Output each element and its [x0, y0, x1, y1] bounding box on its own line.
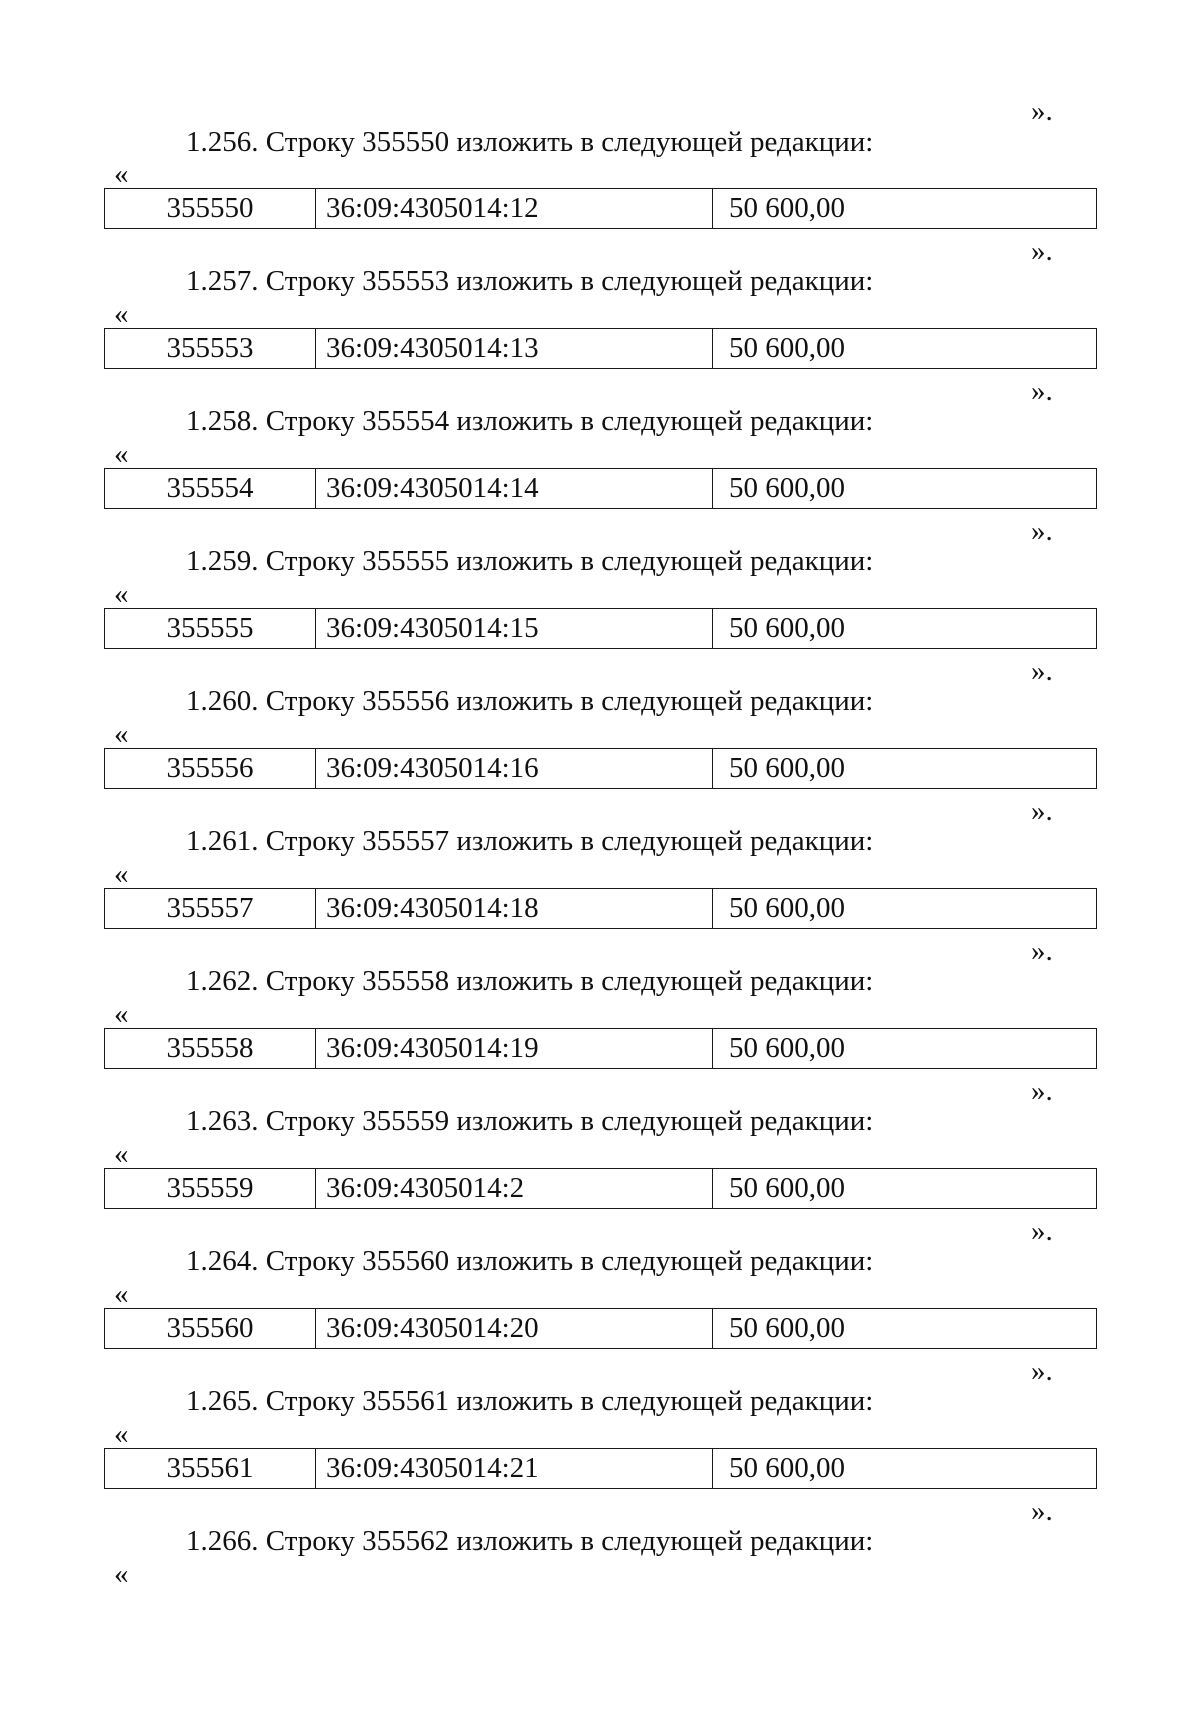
cadastral-number-cell: 36:09:4305014:19 — [316, 1029, 713, 1069]
row-number-cell: 355556 — [105, 749, 316, 789]
amendment-table — [104, 1168, 1097, 1209]
closing-quote: ». — [1031, 795, 1053, 827]
amendment-table — [104, 608, 1097, 649]
opening-quote: « — [114, 298, 129, 330]
opening-quote: « — [114, 718, 129, 750]
closing-quote: ». — [1031, 1355, 1053, 1387]
amendment-table — [104, 328, 1097, 369]
row-number-cell: 355561 — [105, 1449, 316, 1489]
amendment-heading: 1.262. Строку 355558 изложить в следующей редакции: — [186, 965, 874, 997]
sum-cell: 50 600,00 — [713, 749, 1097, 789]
table-row — [105, 1309, 1097, 1349]
table-row — [105, 469, 1097, 509]
amendment-table — [104, 748, 1097, 789]
closing-quote: ». — [1031, 655, 1053, 687]
closing-quote: ». — [1031, 1495, 1053, 1527]
closing-quote: ». — [1031, 1215, 1053, 1247]
table-row — [105, 889, 1097, 929]
opening-quote: « — [114, 1138, 129, 1170]
amendment-table — [104, 888, 1097, 929]
amendment-heading: 1.265. Строку 355561 изложить в следующей редакции: — [186, 1385, 874, 1417]
opening-quote: « — [114, 158, 129, 190]
row-number-cell: 355554 — [105, 469, 316, 509]
amendment-heading: 1.264. Строку 355560 изложить в следующей редакции: — [186, 1245, 874, 1277]
sum-cell: 50 600,00 — [713, 469, 1097, 509]
amendment-heading: 1.256. Строку 355550 изложить в следующей редакции: — [186, 126, 874, 158]
table-row — [105, 189, 1097, 229]
amendment-heading: 1.266. Строку 355562 изложить в следующей редакции: — [186, 1525, 874, 1557]
cadastral-number-cell: 36:09:4305014:16 — [316, 749, 713, 789]
cadastral-number-cell: 36:09:4305014:12 — [316, 189, 713, 229]
amendment-heading: 1.258. Строку 355554 изложить в следующей редакции: — [186, 405, 874, 437]
table-row — [105, 1029, 1097, 1069]
cadastral-number-cell: 36:09:4305014:20 — [316, 1309, 713, 1349]
opening-quote: « — [114, 1278, 129, 1310]
amendment-table — [104, 468, 1097, 509]
amendment-table — [104, 1448, 1097, 1489]
sum-cell: 50 600,00 — [713, 189, 1097, 229]
table-row — [105, 1449, 1097, 1489]
sum-cell: 50 600,00 — [713, 1309, 1097, 1349]
amendment-table — [104, 188, 1097, 229]
opening-quote: « — [114, 858, 129, 890]
sum-cell: 50 600,00 — [713, 1449, 1097, 1489]
amendment-heading: 1.261. Строку 355557 изложить в следующей редакции: — [186, 825, 874, 857]
table-row — [105, 329, 1097, 369]
row-number-cell: 355557 — [105, 889, 316, 929]
closing-quote: ». — [1031, 1075, 1053, 1107]
opening-quote: « — [114, 1558, 129, 1590]
opening-quote: « — [114, 578, 129, 610]
opening-quote: « — [114, 998, 129, 1030]
cadastral-number-cell: 36:09:4305014:18 — [316, 889, 713, 929]
closing-quote: ». — [1031, 935, 1053, 967]
cadastral-number-cell: 36:09:4305014:14 — [316, 469, 713, 509]
row-number-cell: 355555 — [105, 609, 316, 649]
row-number-cell: 355560 — [105, 1309, 316, 1349]
sum-cell: 50 600,00 — [713, 609, 1097, 649]
closing-quote: ». — [1031, 375, 1053, 407]
amendment-table — [104, 1028, 1097, 1069]
cadastral-number-cell: 36:09:4305014:2 — [316, 1169, 713, 1209]
closing-quote: ». — [1031, 515, 1053, 547]
row-number-cell: 355553 — [105, 329, 316, 369]
cadastral-number-cell: 36:09:4305014:15 — [316, 609, 713, 649]
amendment-heading: 1.263. Строку 355559 изложить в следующей редакции: — [186, 1105, 874, 1137]
table-row — [105, 1169, 1097, 1209]
opening-quote: « — [114, 1418, 129, 1450]
cadastral-number-cell: 36:09:4305014:21 — [316, 1449, 713, 1489]
amendment-heading: 1.259. Строку 355555 изложить в следующей редакции: — [186, 545, 874, 577]
opening-quote: « — [114, 438, 129, 470]
cadastral-number-cell: 36:09:4305014:13 — [316, 329, 713, 369]
table-row — [105, 749, 1097, 789]
amendment-heading: 1.260. Строку 355556 изложить в следующей редакции: — [186, 685, 874, 717]
row-number-cell: 355550 — [105, 189, 316, 229]
closing-quote: ». — [1031, 95, 1053, 127]
sum-cell: 50 600,00 — [713, 889, 1097, 929]
sum-cell: 50 600,00 — [713, 1029, 1097, 1069]
sum-cell: 50 600,00 — [713, 329, 1097, 369]
sum-cell: 50 600,00 — [713, 1169, 1097, 1209]
closing-quote: ». — [1031, 235, 1053, 267]
amendment-heading: 1.257. Строку 355553 изложить в следующей редакции: — [186, 265, 874, 297]
row-number-cell: 355559 — [105, 1169, 316, 1209]
amendment-table — [104, 1308, 1097, 1349]
row-number-cell: 355558 — [105, 1029, 316, 1069]
table-row — [105, 609, 1097, 649]
